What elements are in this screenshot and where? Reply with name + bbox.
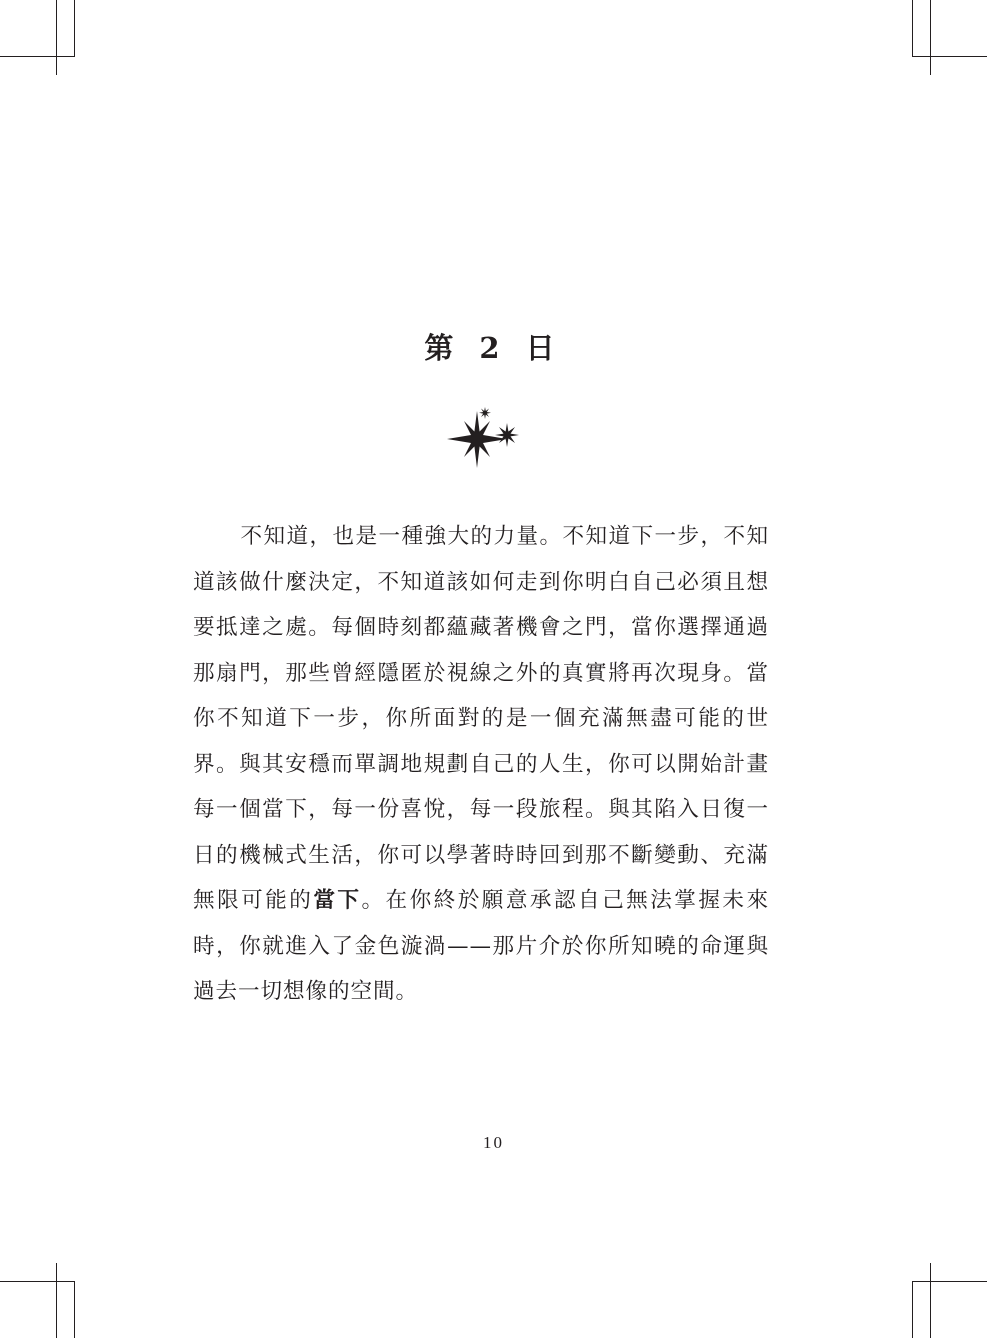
body-text-part: 。在你終於願意承認自己無法掌握未來時，你就進入了金色漩渦——那片介於你所知曉的命運與過去一切想像的空間。: [193, 888, 769, 1004]
crop-mark-bottom-left-v2: [74, 1281, 75, 1338]
crop-mark-top-left-v2: [74, 0, 75, 57]
crop-mark-bottom-left-h: [0, 1281, 75, 1282]
body-paragraph: [193, 514, 769, 1015]
chapter-title: 第 2 日: [424, 331, 563, 365]
emphasis-text: 當下: [313, 888, 362, 913]
crop-mark-top-right-h: [912, 56, 987, 57]
crop-mark-top-right-v2: [912, 0, 913, 57]
body-text: [193, 514, 769, 1015]
crop-mark-bottom-right-h: [912, 1281, 987, 1282]
crop-mark-top-left-v: [56, 0, 57, 75]
crop-mark-top-right-v: [930, 0, 931, 75]
crop-mark-bottom-right-v2: [912, 1281, 913, 1338]
crop-mark-top-left-h: [0, 56, 75, 57]
sparkle-stars-icon: [445, 405, 525, 470]
crop-mark-bottom-left-v: [56, 1263, 57, 1338]
crop-mark-bottom-right-v: [930, 1263, 931, 1338]
body-text-part: 不知道，也是一種強大的力量。不知道下一步，不知道該做什麼決定，不知道該如何走到你明白自己必須且想要抵達之處。每個時刻都蘊藏著機會之門，當你選擇通過那扇門，那些曾經隱匿於視線之外的真實將再次現身。當你不知道下一步，你所面對的是一個充滿無盡可能的世界。與其安穩而單調地規劃自己的人生，你可以開始計畫每一個當下，每一份喜悅，每一段旅程。與其陷入日復一日的機械式生活，你可以學著時時回到那不斷變動、充滿無限可能的: [193, 524, 769, 913]
page-number: 10: [483, 1133, 504, 1152]
